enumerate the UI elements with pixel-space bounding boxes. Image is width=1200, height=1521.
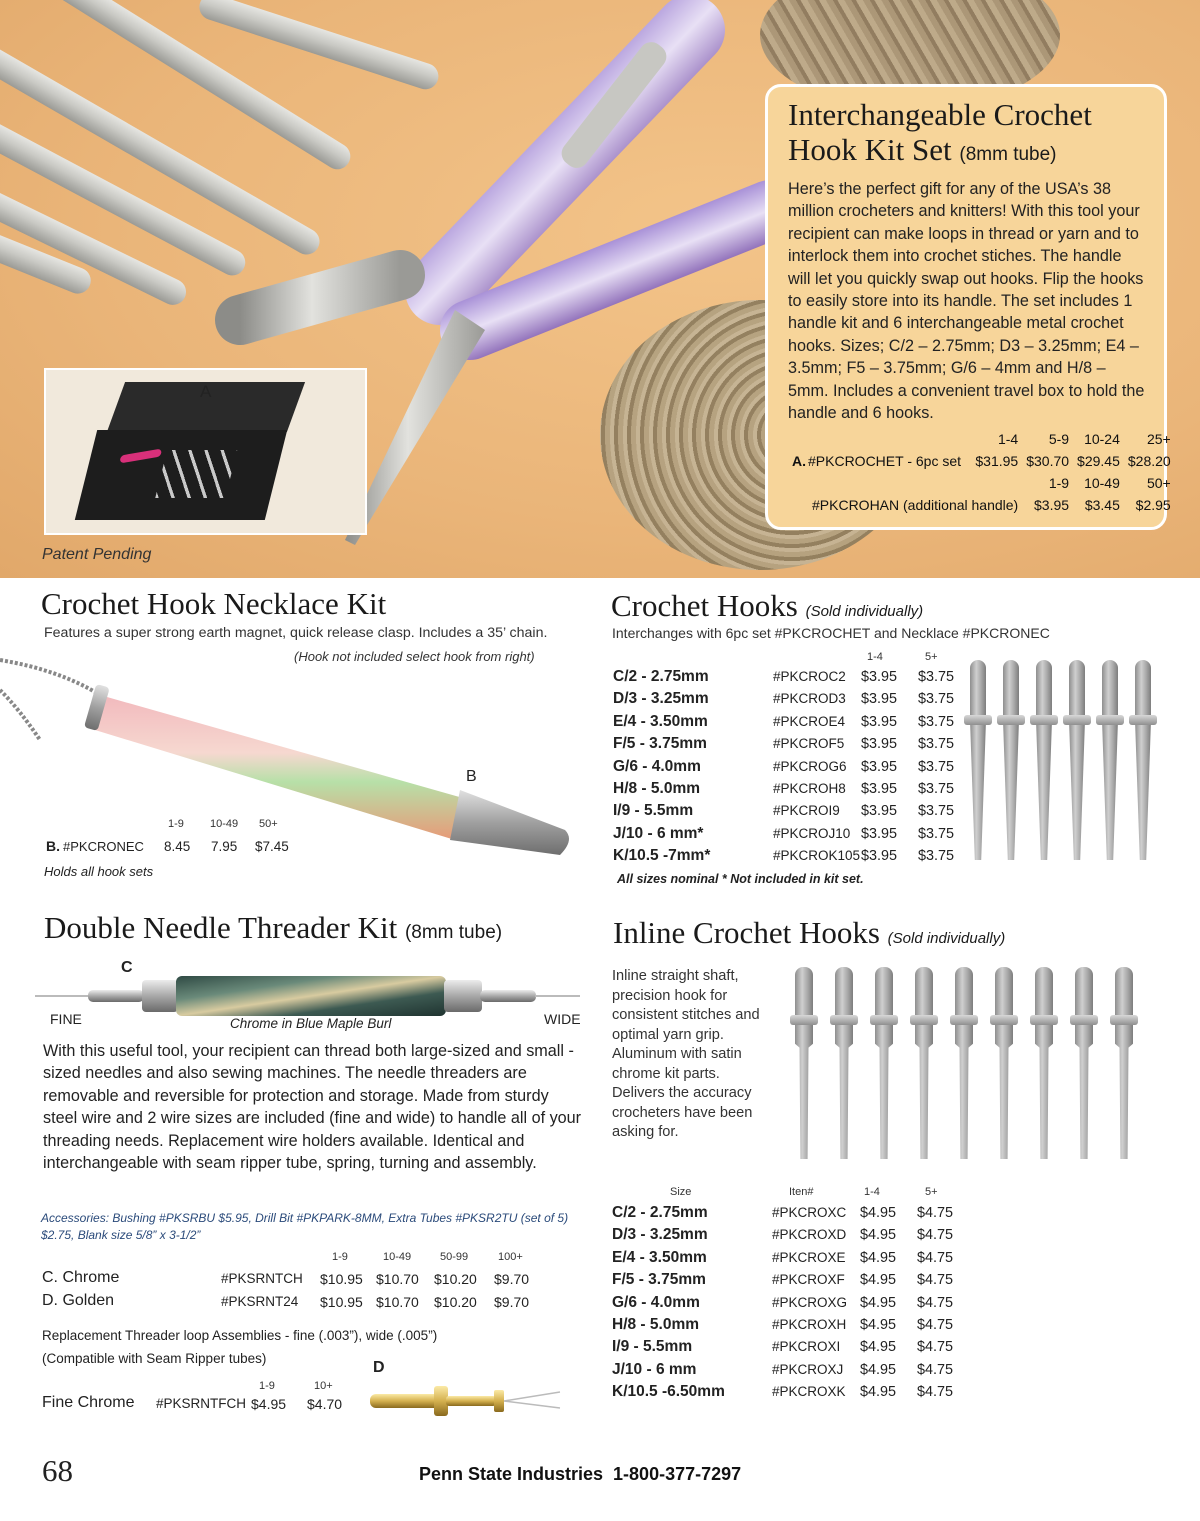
price: $4.95 [860,1249,897,1266]
price: $3.75 [918,758,955,775]
tier-label: 50-99 [440,1251,469,1263]
hook-size: F/5 - 3.75mm [612,1271,706,1289]
inline-desc: Inline straight shaft, precision hook for consistent stitches and optimal yarn grip. Aluminum with satin chrome kit parts. Delivers the accuracy crocheters have been asking for. [612,968,760,1140]
hook-collar-image [1110,1015,1138,1025]
hook-size: E/4 - 3.50mm [612,1248,707,1266]
golden-threader-image [370,1380,570,1424]
hook-size: I/9 - 5.5mm [613,802,694,820]
fine-chrome-item: #PKSRNTFCH [156,1396,247,1411]
threader-title [44,910,502,946]
kit-title-line1: Interchangeable Crochet [788,97,1092,132]
inline-hook-image [835,967,853,1159]
kit-title-line2: Hook Kit Set [788,132,952,167]
inline-hook-image [995,967,1013,1159]
item-number: #PKCROD3 [773,691,846,707]
price: $10.20 [434,1294,477,1310]
inline-hooks-title [613,915,1005,951]
hook-collar-image [1063,715,1091,725]
item-number: #PKCROXG [772,1294,848,1310]
price: $4.95 [860,1272,897,1289]
item-number: #PKCROE4 [773,713,846,729]
tier-row: 1-4 5-9 10-24 25+ [997,431,1171,448]
tier-label: 1-9 [168,818,184,830]
footer-company: Penn State Industries 1-800-377-7297 [419,1464,742,1484]
threader-image [30,970,590,1020]
header-item: Iten# [789,1186,814,1198]
price: $3.95 [861,736,898,753]
inline-hook-image [875,967,893,1159]
table-row [613,845,975,867]
price: $3.95 [861,848,898,865]
replacement-line2: (Compatible with Seam Ripper tubes) [42,1351,267,1366]
crochet-hooks-table [613,666,975,868]
price-row: #PKCROHAN (additional handle) $3.95 $3.45 $2.95 [812,497,1171,514]
hook-collar-image [1129,715,1157,725]
table-row [612,1381,974,1403]
price: $4.75 [917,1294,954,1311]
item-number: #PKCROF5 [773,736,845,752]
price: $4.95 [860,1339,897,1356]
price: $4.75 [917,1317,954,1334]
hook-size: G/6 - 4.0mm [612,1293,700,1311]
hook-collar-image [1030,715,1058,725]
price: $4.75 [917,1384,954,1401]
tier-label: 10-49 [383,1251,412,1263]
price: $10.95 [320,1294,363,1310]
hook-size: H/8 - 5.0mm [612,1316,700,1334]
hook-size: F/5 - 3.75mm [613,735,707,753]
label-c: C [121,959,133,976]
item-number: #PKCROXD [772,1227,847,1243]
hook-collar-image [1030,1015,1058,1025]
inline-hook-image [1035,967,1053,1159]
price: $9.70 [494,1294,530,1310]
price: $3.95 [861,825,898,842]
hook-size: G/6 - 4.0mm [613,757,701,775]
necklace-desc: Features a super strong earth magnet, quick release clasp. Includes a 35’ chain. [44,625,548,641]
price: $4.95 [860,1317,897,1334]
kit-description: Here’s the perfect gift for any of the USA’s 38 million crocheters and knitters! With this tool your recipient can make loops in thread or yarn and to interlock them into crochet stiches. The handle will let you quickly swap out hooks. Flip the hooks to easily store into its handle. The set includes 1 handle kit and 6 interchangeable metal crochet hooks. Sizes; C/2 – 2.75mm; D3 – 3.25mm; E4 – 3.5mm; F5 – 3.75mm; G/6 – 4mm and H/8 – 5mm. Includes a convenient travel box to hold the handle and 6 hooks. [788,180,1145,423]
price: $7.45 [255,839,289,854]
kit-tube-note: (8mm tube) [959,144,1057,165]
inline-hook-image [795,967,813,1159]
hook-size: H/8 - 5.0mm [613,780,701,798]
hook-collar-image [997,715,1025,725]
inline-hook-image [915,967,933,1159]
price: $10.70 [376,1271,419,1287]
hook-collar-image [1070,1015,1098,1025]
table-row [613,733,975,755]
holds-note: Holds all hook sets [44,864,154,879]
table-row [613,778,975,800]
crochet-hook-image [1135,660,1151,860]
price: $3.75 [918,848,955,865]
hook-size: E/4 - 3.50mm [613,712,708,730]
price: $4.95 [251,1396,287,1412]
hero-photo [0,0,1200,578]
tier-label: 10-49 [210,818,239,830]
label-wide: WIDE [544,1011,581,1027]
table-row [612,1292,974,1314]
threader-caption: Chrome in Blue Maple Burl [230,1016,392,1031]
item-number: #PKCROK105 [773,848,861,864]
threader-row-item: #PKSRNTCH [221,1271,303,1286]
crochet-hook-image [1003,660,1019,860]
item-number: #PKCROXH [772,1317,847,1333]
price: $10.95 [320,1271,363,1287]
price: $3.95 [861,758,898,775]
crochet-hook-image [970,660,986,860]
tier-label: 1-4 [867,651,883,663]
kit-box-inset-image [44,368,367,535]
label-d: D [373,1359,385,1376]
tier-label: 5+ [925,651,938,663]
price-row: A. #PKCROCHET - 6pc set $31.95 $30.70 $29.45 $28.20 [792,453,1171,470]
fine-chrome-name: Fine Chrome [42,1394,135,1411]
hook-collar-image [964,715,992,725]
price: $4.95 [860,1205,897,1221]
inline-hook-image [1075,967,1093,1159]
hook-collar-image [870,1015,898,1025]
necklace-note: (Hook not included select hook from right) [294,649,535,664]
hook-size: K/10.5 -6.50mm [612,1383,725,1401]
crochet-hook-image [1102,660,1118,860]
item-number: #PKCROH8 [773,781,846,797]
crochet-hook-image [1069,660,1085,860]
tier-label: 100+ [498,1251,523,1263]
header-size: Size [670,1186,692,1198]
table-row [612,1224,974,1246]
kit-info-box [765,84,1171,530]
table-row [613,688,975,710]
hook-size: C/2 - 2.75mm [612,1204,708,1221]
label-a: A [200,382,212,401]
price: $3.95 [861,803,898,820]
inline-hook-image [1115,967,1133,1159]
necklace-item: #PKCRONEC [63,839,144,854]
price: $4.75 [917,1227,954,1244]
price: $3.95 [861,669,898,685]
tier-label: 1-9 [259,1380,275,1392]
hook-collar-image [1096,715,1124,725]
threader-tube: (8mm tube) [404,922,503,943]
item-number: #PKCROC2 [773,669,846,684]
table-row [612,1247,974,1269]
table-row [612,1202,974,1224]
necklace-image [0,650,580,890]
sold-individually: (Sold individually) [805,603,924,620]
inline-hooks-image [790,965,1160,1165]
hook-size: K/10.5 -7mm* [613,847,711,865]
table-row [613,823,975,845]
necklace-letter: B. [46,838,60,854]
page-number: 68 [42,1453,73,1488]
item-number: #PKCROXJ [772,1361,844,1377]
crochet-hook-image [1036,660,1052,860]
hook-size: J/10 - 6 mm* [613,824,704,842]
replacement-line1: Replacement Threader loop Assemblies - fine (.003”), wide (.005”) [42,1328,438,1343]
price: $3.75 [918,736,955,753]
price: $3.75 [918,669,955,685]
price: $3.75 [918,803,955,820]
box-base-image [75,430,287,520]
hook-collar-image [950,1015,978,1025]
hook-collar-image [790,1015,818,1025]
price: $3.95 [861,691,898,708]
hook-size: I/9 - 5.5mm [612,1338,693,1356]
price: $3.95 [861,713,898,730]
threader-row-item: #PKSRNT24 [221,1294,299,1309]
item-number: #PKCROJ10 [773,825,851,841]
tier-label: 1-9 [332,1251,348,1263]
hook-size: D/3 - 3.25mm [612,1226,708,1244]
item-number: #PKCROI9 [773,803,840,819]
inline-hook-image [955,967,973,1159]
price: 7.95 [211,839,238,854]
price: $4.95 [860,1227,897,1244]
item-number: #PKCROXK [772,1384,846,1400]
price: $4.95 [860,1384,897,1401]
table-row [612,1269,974,1291]
table-row [612,1314,974,1336]
tier-label: 5+ [925,1186,938,1198]
price: $4.75 [917,1205,954,1221]
necklace-title: Crochet Hook Necklace Kit [41,586,387,621]
threader-row-name: C. Chrome [42,1269,120,1286]
tier-label: 1-4 [864,1186,880,1198]
table-row [613,800,975,822]
patent-pending: Patent Pending [42,546,152,563]
threader-body: With this useful tool, your recipient can thread both large-sized and small -sized needles and also sewing machines. The needle threaders are removable and reversible for protection and storage. Made from sturdy steel wire and 2 wire sizes are included (fine and wide) to handle all of your threading needs. Replacement wire holders available. Identical and interchangeable with seam ripper tube, spring, turning and assembly. [43,1042,582,1173]
inline-hooks-table [612,1202,974,1404]
kit-price-table [788,428,1175,516]
item-number: #PKCROG6 [773,758,847,774]
table-row [612,1359,974,1381]
item-number: #PKCROXF [772,1272,845,1288]
hook-size: C/2 - 2.75mm [613,668,709,685]
price: 8.45 [164,839,191,854]
price: $4.70 [307,1396,343,1412]
table-row [613,756,975,778]
tier-label: 50+ [259,818,278,830]
price: $4.95 [860,1294,897,1311]
hook-collar-image [830,1015,858,1025]
price: $4.75 [917,1272,954,1289]
price: $3.75 [918,691,955,708]
kit-title [788,97,1146,172]
accessories-line2: $2.75, Blank size 5/8” x 3-1/2” [41,1228,201,1242]
tier-label: 10+ [314,1380,333,1392]
table-row [613,711,975,733]
crochet-hooks-desc: Interchanges with 6pc set #PKCROCHET and Necklace #PKCRONEC [612,625,1050,641]
threader-row-name: D. Golden [42,1292,115,1309]
price: $10.70 [376,1294,419,1310]
price: $9.70 [494,1271,530,1287]
price: $3.75 [918,825,955,842]
label-fine: FINE [50,1011,82,1027]
price: $4.95 [860,1361,897,1378]
price: $10.20 [434,1271,477,1287]
price: $4.75 [917,1339,954,1356]
label-b: B [466,768,477,785]
accessories-line1: Accessories: Bushing #PKSRBU $5.95, Drill Bit #PKPARK-8MM, Extra Tubes #PKSR2TU (set of 5) [41,1211,569,1225]
price: $4.75 [917,1249,954,1266]
tier-row: 1-9 10-49 50+ [1048,475,1171,492]
item-number: #PKCROXC [772,1205,847,1220]
hook-collar-image [910,1015,938,1025]
crochet-hooks-title-text: Crochet Hooks [611,588,798,623]
price: $3.95 [861,781,898,798]
inline-hooks-title-text: Inline Crochet Hooks [613,915,880,950]
item-number: #PKCROXE [772,1249,846,1265]
table-row [612,1336,974,1358]
hook-size: J/10 - 6 mm [612,1360,697,1378]
table-row [613,666,975,688]
hook-size: D/3 - 3.25mm [613,690,709,708]
item-number: #PKCROXI [772,1339,841,1355]
price: $4.75 [917,1361,954,1378]
crochet-hooks-title [611,588,923,624]
price: $3.75 [918,713,955,730]
hook-collar-image [990,1015,1018,1025]
price: $3.75 [918,781,955,798]
crochet-hooks-image [965,655,1165,875]
threader-title-text: Double Needle Threader Kit [44,910,398,945]
sold-individually: (Sold individually) [887,930,1006,947]
hooks-footnote: All sizes nominal * Not included in kit set. [617,872,864,886]
